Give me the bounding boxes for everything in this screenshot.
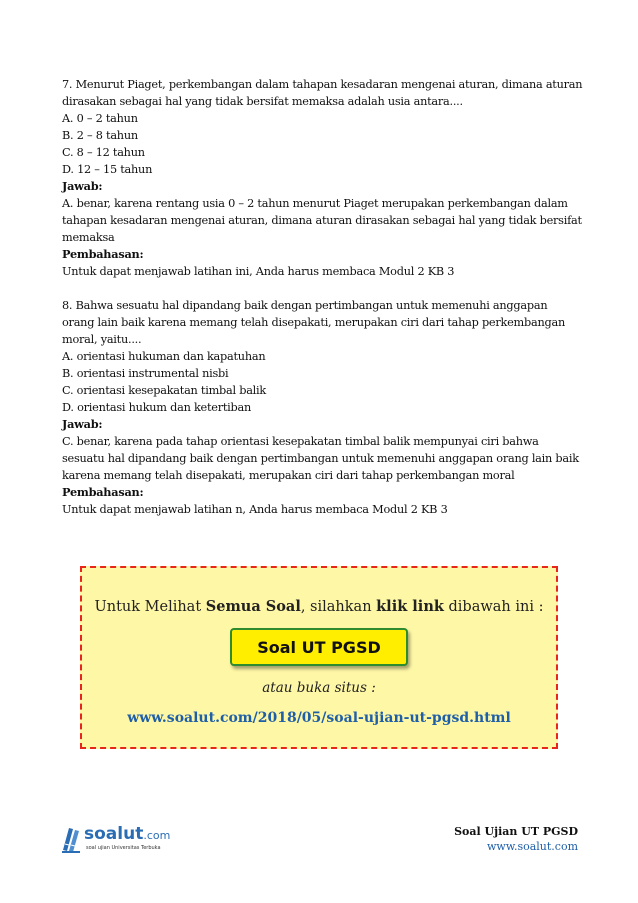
question-content xyxy=(62,76,582,518)
logo-word: soalut xyxy=(84,824,144,844)
footer-title: Soal Ujian UT PGSD xyxy=(454,825,578,838)
option-d: D. 12 – 15 tahun xyxy=(62,163,153,176)
option-c: C. 8 – 12 tahun xyxy=(62,146,145,159)
promo-url-link[interactable]: www.soalut.com/2018/05/soal-ujian-ut-pgsd.html xyxy=(127,710,511,726)
logo-wordmark xyxy=(84,824,170,844)
promo-or-text: atau buka situs : xyxy=(262,680,376,696)
soalut-logo[interactable] xyxy=(60,822,180,856)
promo-text-emphasis: klik link xyxy=(376,598,444,615)
answer-text: tahapan kesadaran mengenai aturan, dimana aturan dirasakan sebagai hal yang tidak bersifat xyxy=(62,214,582,227)
promo-text-part: dibawah ini : xyxy=(443,599,544,615)
option-d: D. orientasi hukum dan ketertiban xyxy=(62,401,251,414)
promo-text-emphasis: Semua Soal xyxy=(205,598,301,615)
option-b: B. orientasi instrumental nisbi xyxy=(62,367,229,380)
answer-heading: Jawab: xyxy=(62,417,103,431)
question-text: orang lain baik karena memang telah disepakati, merupakan ciri dari tahap perkembangan xyxy=(62,316,565,329)
promo-text-part: Untuk Melihat xyxy=(94,599,206,615)
discussion-text: Untuk dapat menjawab latihan ini, Anda harus membaca Modul 2 KB 3 xyxy=(62,265,455,278)
promo-box xyxy=(80,566,558,749)
option-b: B. 2 – 8 tahun xyxy=(62,129,138,142)
question-text: 7. Menurut Piaget, perkembangan dalam tahapan kesadaran mengenai aturan, dimana aturan xyxy=(62,78,583,91)
answer-text: memaksa xyxy=(62,231,115,244)
question-text: dirasakan sebagai hal yang tidak bersifat memaksa adalah usia antara.... xyxy=(62,95,463,108)
answer-text: C. benar, karena pada tahap orientasi kesepakatan timbal balik mempunyai ciri bahwa xyxy=(62,435,539,448)
soal-ut-pgsd-button[interactable]: Soal UT PGSD xyxy=(230,628,408,666)
option-a: A. 0 – 2 tahun xyxy=(62,112,138,125)
question-text: moral, yaitu.... xyxy=(62,333,142,346)
footer-url[interactable]: www.soalut.com xyxy=(487,840,578,853)
book-stack-icon xyxy=(60,824,84,854)
option-a: A. orientasi hukuman dan kapatuhan xyxy=(62,350,266,363)
discussion-text: Untuk dapat menjawab latihan n, Anda harus membaca Modul 2 KB 3 xyxy=(62,503,448,516)
logo-tagline: soal ujian Universitas Terbuka xyxy=(86,845,161,851)
answer-heading: Jawab: xyxy=(62,179,103,193)
footer xyxy=(454,824,578,854)
discussion-heading: Pembahasan: xyxy=(62,247,144,261)
promo-text xyxy=(82,598,556,615)
answer-text: A. benar, karena rentang usia 0 – 2 tahun menurut Piaget merupakan perkembangan dalam xyxy=(62,197,568,210)
answer-text: sesuatu hal dipandang baik dengan pertimbangan untuk memenuhi anggapan orang lain baik xyxy=(62,452,579,465)
logo-tld: .com xyxy=(143,829,171,842)
option-c: C. orientasi kesepakatan timbal balik xyxy=(62,384,267,397)
question-8 xyxy=(62,297,582,518)
question-text: 8. Bahwa sesuatu hal dipandang baik dengan pertimbangan untuk memenuhi anggapan xyxy=(62,299,548,312)
promo-text-part: , silahkan xyxy=(300,599,377,615)
question-7 xyxy=(62,76,582,280)
answer-text: karena memang telah disepakati, merupakan ciri dari tahap perkembangan moral xyxy=(62,469,515,482)
discussion-heading: Pembahasan: xyxy=(62,485,144,499)
